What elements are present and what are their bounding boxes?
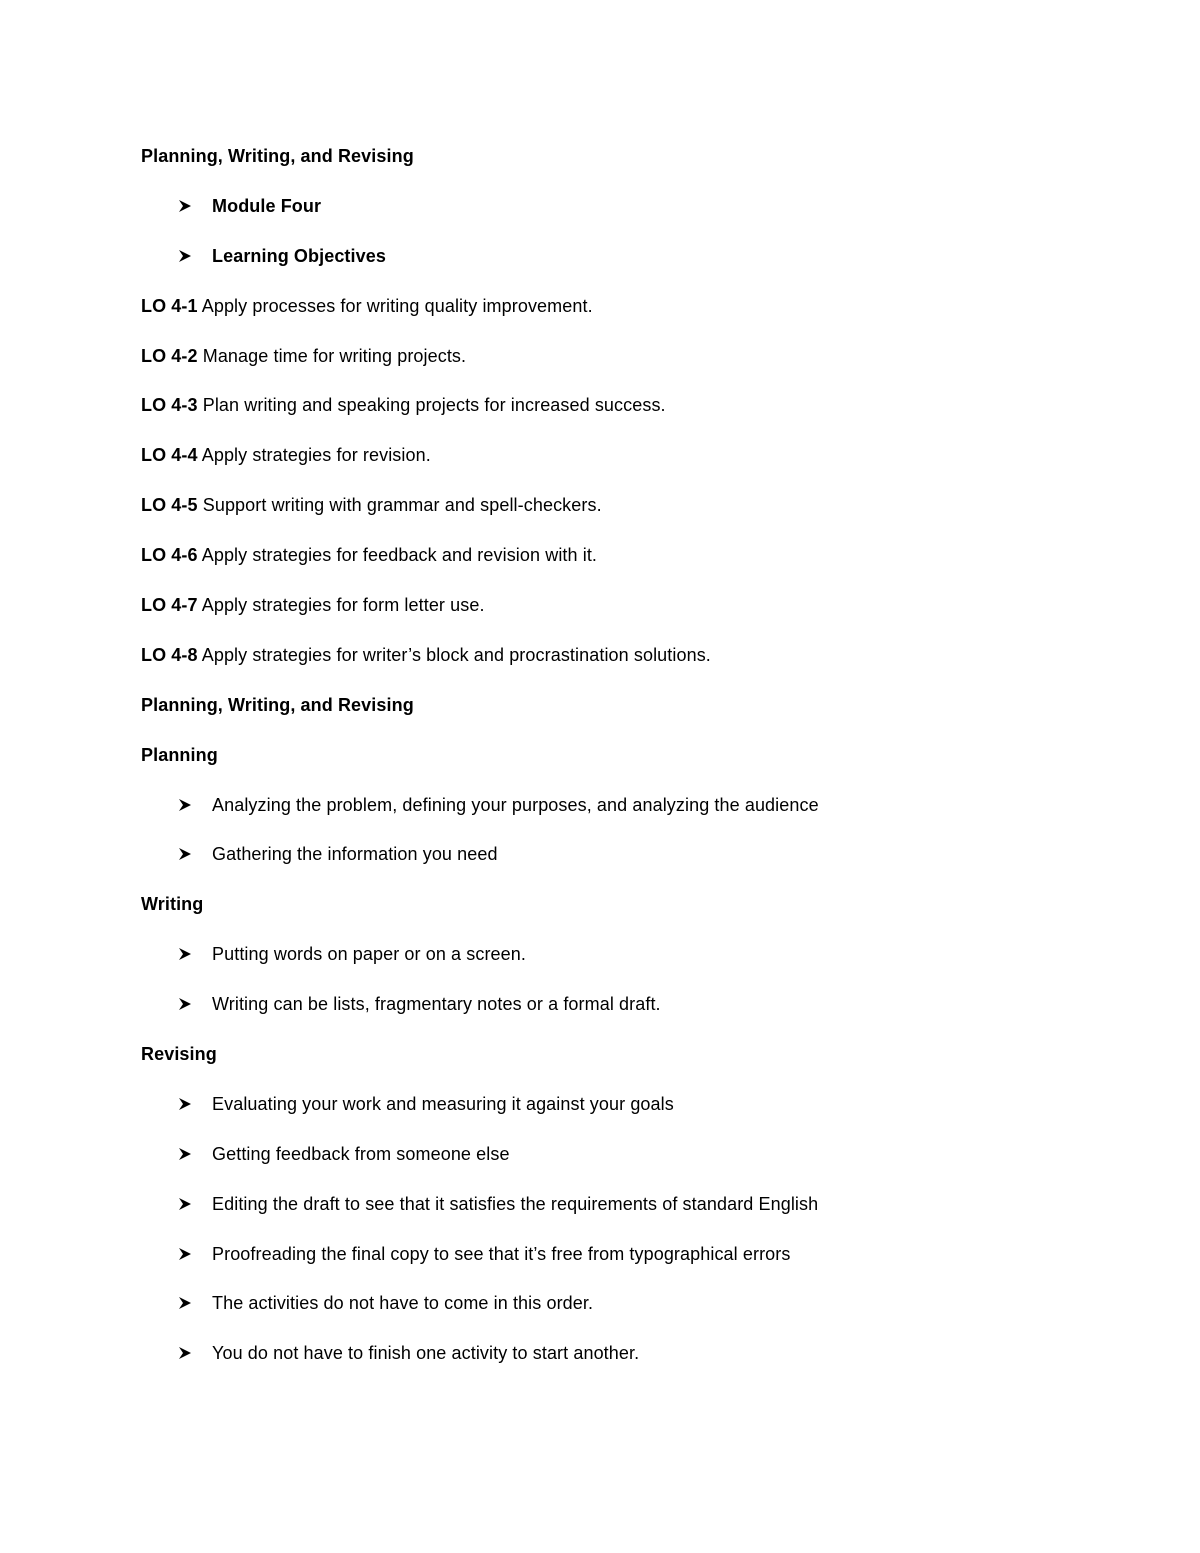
objective-text: Apply strategies for feedback and revision with it. bbox=[197, 545, 598, 566]
arrowhead-bullet-icon bbox=[178, 939, 198, 969]
arrowhead-bullet-icon bbox=[178, 989, 198, 1019]
objective-code: LO 4-7 bbox=[141, 595, 198, 616]
arrowhead-bullet-icon bbox=[178, 191, 198, 221]
document-title: Planning, Writing, and Revising bbox=[141, 146, 414, 166]
writing-bullet-text: Putting words on paper or on a screen. bbox=[212, 944, 526, 965]
arrowhead-bullet-icon bbox=[178, 1288, 198, 1318]
objective-text: Apply strategies for revision. bbox=[197, 445, 431, 466]
objective-code: LO 4-8 bbox=[141, 644, 198, 665]
revising-bullet-item bbox=[141, 1139, 1041, 1189]
writing-heading: Writing bbox=[141, 894, 204, 915]
intro-bullet-item bbox=[141, 191, 1041, 241]
objective-text: Apply strategies for form letter use. bbox=[197, 595, 485, 616]
objective-text: Apply processes for writing quality improvement. bbox=[197, 295, 593, 316]
writing-bullet-item bbox=[141, 989, 1041, 1039]
arrowhead-bullet-icon bbox=[178, 1089, 198, 1119]
objective-item bbox=[141, 590, 1041, 640]
arrowhead-bullet-icon bbox=[178, 1139, 198, 1169]
revising-bullet-text: Proofreading the final copy to see that it’s free from typographical errors bbox=[212, 1243, 791, 1264]
planning-bullet-text: Analyzing the problem, defining your purposes, and analyzing the audience bbox=[212, 794, 819, 815]
arrowhead-bullet-icon bbox=[178, 790, 198, 820]
objective-text: Apply strategies for writer’s block and procrastination solutions. bbox=[197, 644, 711, 665]
revising-bullet-item bbox=[141, 1288, 1041, 1338]
revising-bullet-text: Getting feedback from someone else bbox=[212, 1143, 510, 1164]
revising-bullet-item bbox=[141, 1189, 1041, 1239]
revising-heading: Revising bbox=[141, 1044, 217, 1065]
intro-bullet-item bbox=[141, 241, 1041, 291]
arrowhead-bullet-icon bbox=[178, 1239, 198, 1269]
revising-bullet-text: Evaluating your work and measuring it against your goals bbox=[212, 1093, 674, 1114]
arrowhead-bullet-icon bbox=[178, 241, 198, 271]
writing-bullet-text: Writing can be lists, fragmentary notes or a formal draft. bbox=[212, 994, 661, 1015]
arrowhead-bullet-icon bbox=[178, 839, 198, 869]
intro-bullet-text: Module Four bbox=[212, 195, 322, 216]
objective-text: Support writing with grammar and spell-checkers. bbox=[197, 495, 602, 516]
planning-heading: Planning bbox=[141, 744, 218, 765]
objective-code: LO 4-4 bbox=[141, 445, 198, 466]
objective-item bbox=[141, 440, 1041, 490]
objective-item bbox=[141, 390, 1041, 440]
planning-bullet-item bbox=[141, 790, 1041, 840]
revising-bullet-text: The activities do not have to come in this order. bbox=[212, 1293, 594, 1314]
intro-bullet-text: Learning Objectives bbox=[212, 245, 386, 266]
objective-code: LO 4-1 bbox=[141, 295, 198, 316]
revising-bullet-text: Editing the draft to see that it satisfies the requirements of standard English bbox=[212, 1193, 819, 1214]
objective-text: Plan writing and speaking projects for increased success. bbox=[197, 395, 666, 416]
arrowhead-bullet-icon bbox=[178, 1338, 198, 1368]
objective-code: LO 4-3 bbox=[141, 395, 198, 416]
objective-code: LO 4-2 bbox=[141, 345, 198, 366]
objective-item bbox=[141, 540, 1041, 590]
revising-bullet-text: You do not have to finish one activity to start another. bbox=[212, 1343, 640, 1364]
planning-bullet-item bbox=[141, 839, 1041, 889]
revising-bullet-item bbox=[141, 1239, 1041, 1289]
objective-item bbox=[141, 640, 1041, 690]
objective-code: LO 4-5 bbox=[141, 495, 198, 516]
arrowhead-bullet-icon bbox=[178, 1189, 198, 1219]
objective-item bbox=[141, 490, 1041, 540]
revising-bullet-item bbox=[141, 1338, 1041, 1388]
objective-text: Manage time for writing projects. bbox=[197, 345, 467, 366]
section-heading: Planning, Writing, and Revising bbox=[141, 694, 414, 715]
document-body bbox=[141, 141, 1041, 1388]
planning-bullet-text: Gathering the information you need bbox=[212, 844, 498, 865]
objective-item bbox=[141, 291, 1041, 341]
objective-item bbox=[141, 341, 1041, 391]
writing-bullet-item bbox=[141, 939, 1041, 989]
revising-bullet-item bbox=[141, 1089, 1041, 1139]
objective-code: LO 4-6 bbox=[141, 545, 198, 566]
